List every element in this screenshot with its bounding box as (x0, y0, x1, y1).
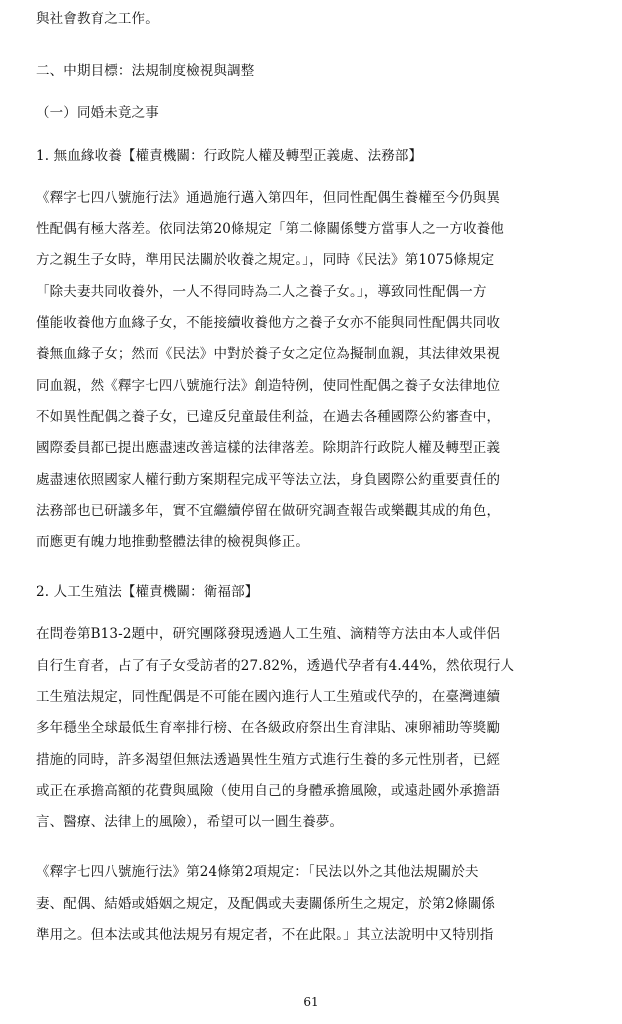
text-line: 《釋字七四八號施行法》第24條第2項規定：「民法以外之其他法規關於夫 (36, 864, 479, 880)
item-heading: 2. 人工生殖法【權責機關：衛福部】 (36, 584, 259, 600)
text-line: 或正在承擔高額的花費與風險（使用自己的身體承擔風險，或遠赴國外承擔語 (36, 783, 501, 799)
text-line: 法務部也已研議多年，實不宜繼續停留在做研究調查報告或樂觀其成的角色， (36, 503, 501, 519)
text-line: 不如異性配偶之養子女，已違反兒童最佳利益，在過去各種國際公約審查中， (36, 409, 501, 425)
text-line: 措施的同時，許多渴望但無法透過異性生殖方式進行生養的多元性別者，已經 (36, 752, 501, 768)
subsection-heading: （一）同婚未竟之事 (36, 105, 159, 121)
text-line: 《釋字七四八號施行法》通過施行邁入第四年，但同性配偶生養權至今仍與異 (36, 190, 501, 206)
text-line: 妻、配偶、結婚或婚姻之規定，及配偶或夫妻關係所生之規定，於第2條關係 (36, 896, 496, 912)
text-line: 而應更有魄力地推動整體法律的檢視與修正。 (36, 534, 309, 550)
text-line: 同血親，然《釋字七四八號施行法》創造特例，使同性配偶之養子女法律地位 (36, 378, 501, 394)
text-line: 多年穩坐全球最低生育率排行榜、在各級政府祭出生育津貼、凍卵補助等獎勵 (36, 720, 501, 736)
text-line: 與社會教育之工作。 (36, 11, 159, 27)
text-line: 處盡速依照國家人權行動方案期程完成平等法立法，身負國際公約重要責任的 (36, 472, 501, 488)
text-line: 工生殖法規定，同性配偶是不可能在國內進行人工生殖或代孕的，在臺灣連續 (36, 689, 501, 705)
text-line: 自行生育者，占了有子女受訪者的27.82%，透過代孕者有4.44%，然依現行人 (36, 658, 515, 674)
text-line: 養無血緣子女；然而《民法》中對於養子女之定位為擬制血親，其法律效果視 (36, 346, 501, 362)
text-line: 國際委員都已提出應盡速改善這樣的法律落差。除期許行政院人權及轉型正義 (36, 440, 501, 456)
text-line: 僅能收養他方血緣子女，不能接續收養他方之養子女亦不能與同性配偶共同收 (36, 315, 501, 331)
text-line: 性配偶有極大落差。依同法第20條規定「第二條關係雙方當事人之一方收養他 (36, 221, 504, 237)
text-line: 在問卷第B13-2題中，研究團隊發現透過人工生殖、滴精等方法由本人或伴侶 (36, 626, 501, 642)
section-heading: 二、中期目標：法規制度檢視與調整 (36, 63, 255, 79)
text-line: 言、醫療、法律上的風險），希望可以一圓生養夢。 (36, 814, 344, 830)
text-line: 「除夫妻共同收養外，一人不得同時為二人之養子女。」，導致同性配偶一方 (36, 284, 487, 300)
item-heading: 1. 無血緣收養【權責機關：行政院人權及轉型正義處、法務部】 (36, 148, 423, 164)
page-number: 61 (303, 995, 319, 1009)
text-line: 方之親生子女時，準用民法關於收養之規定。」，同時《民法》第1075條規定 (36, 252, 495, 268)
text-line: 準用之。但本法或其他法規另有規定者，不在此限。」其立法說明中又特別指 (36, 927, 494, 943)
